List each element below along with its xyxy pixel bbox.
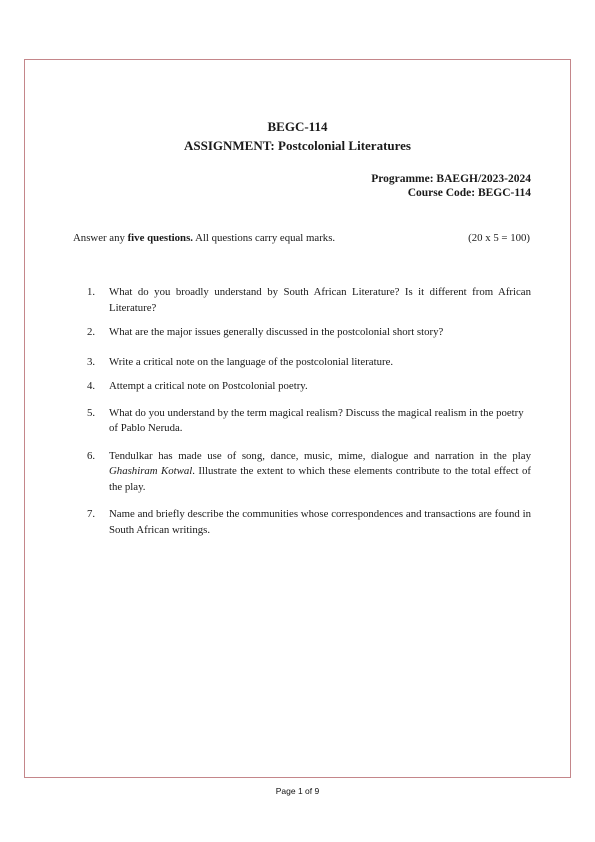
question-number: 2.: [87, 326, 96, 338]
question-number: 5.: [87, 406, 96, 419]
question-item: [87, 325, 531, 341]
question-item: [87, 355, 531, 371]
instructions-suffix: All questions carry equal marks.: [192, 232, 336, 244]
instructions-prefix: Answer any: [73, 232, 128, 244]
question-list: [87, 285, 531, 547]
assignment-title: ASSIGNMENT: Postcolonial Literatures: [183, 138, 411, 153]
question-text: What do you broadly understand by South African Literature? Is it different from African Literature?: [109, 286, 531, 314]
page-number: Page 1 of 9: [275, 786, 320, 796]
question-item: [87, 379, 531, 395]
question-item: [87, 449, 531, 496]
question-text: Write a critical note on the language of the postcolonial literature.: [109, 355, 394, 368]
programme-line: Programme: BAEGH/2023-2024: [371, 173, 531, 185]
question-item: [87, 285, 531, 316]
question-item: [87, 406, 531, 437]
question-number: 7.: [87, 508, 96, 520]
question-number: 3.: [87, 355, 96, 368]
play-title: Ghashiram Kotwal: [109, 465, 193, 477]
question-number: 1.: [87, 286, 96, 298]
course-code-line: Course Code: BEGC-114: [407, 187, 531, 199]
course-code-heading: BEGC-114: [267, 119, 328, 134]
question-text-after: . Illustrate the extent to which these elements contribute to the total effect of the play.: [109, 465, 531, 493]
question-text: What are the major issues generally discussed in the postcolonial short story?: [109, 326, 444, 338]
question-text: Attempt a critical note on Postcolonial poetry.: [109, 380, 308, 392]
question-item: [87, 507, 531, 538]
question-number: 4.: [87, 380, 96, 392]
question-number: 6.: [87, 449, 96, 462]
instructions: [73, 231, 335, 245]
question-text: What do you understand by the term magical realism? Discuss the magical realism in the poetry of Pablo Neruda.: [109, 406, 524, 434]
instructions-emphasis: five questions.: [127, 232, 193, 244]
question-text-before: Tendulkar has made use of song, dance, music, mime, dialogue and narration in the play: [109, 449, 531, 462]
marks-distribution: (20 x 5 = 100): [468, 232, 530, 244]
question-text: Name and briefly describe the communities whose correspondences and transactions are found in South African writings.: [109, 508, 531, 536]
